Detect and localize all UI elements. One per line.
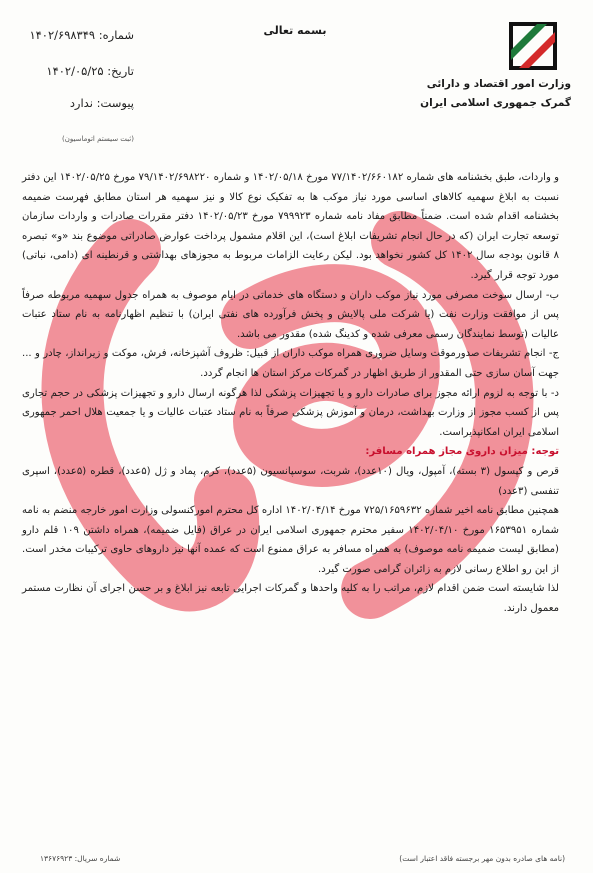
paragraph-3: ج- انجام تشریفات صدورموقت وسایل ضروری همراه موکب داران از قبیل: ظروف آشپزخانه، فرش، موکت و زیرانداز، چادر و ... جهت آسان سازی حتی المقدور از طریق اظهار در گمرکات مرکز استان ها انجام گردد. <box>22 348 559 379</box>
paragraph-6: همچنین مطابق نامه اخیر شماره ۷۲۵/۱۶۵۹۶۳۲ مورخ ۱۴۰۲/۰۴/۱۴ اداره کل محترم امورکنسولی وزارت امور خارجه منضم به نامه شماره ۱۶۵۳۹۵۱ مورخ ۱۴۰۲/۰۴/۱۰ سفیر محترم جمهوری اسلامی ایران در عراق (فایل ضمیمه)، همراه داشتن ۱۰۹ قلم دارو (مطابق لیست ضمیمه نامه موصوف) به همراه مسافر به عراق ممنوع است که عمده آنها نیز داروهای حاوی ترکیبات مخدر است. از این رو اطلاع رسانی لازم به زائران گرامی صورت گیرد. <box>22 505 559 575</box>
letter-attachment <box>54 96 134 110</box>
serial-label: شماره سریال: <box>74 854 121 863</box>
letter-body <box>22 168 559 619</box>
customs-logo-icon <box>507 20 559 72</box>
attachment-label: پیوست: <box>96 96 134 110</box>
paragraph-1: و واردات، طبق بخشنامه های شماره ۷۷/۱۴۰۲/۶۶۰۱۸۲ مورخ ۱۴۰۲/۰۵/۱۸ و شماره ۷۹/۱۴۰۲/۶۹۸۲۲۰ مورخ ۱۴۰۲/۰۵/۲۵ این دفتر نسبت به ابلاغ سهمیه کالاهای اساسی مورد نیاز موکب ها به تفکیک نوع کالا و نیز سهمیه هر استان مطابق فهرست ضمیمه بخشنامه اقدام شده است. ضمناً مطابق مفاد نامه شماره ۷۹۹۹۲۳ مورخ ۱۴۰۲/۰۵/۲۳ دفتر مقررات صادرات و واردات سازمان توسعه تجارت ایران (که در حال انجام تشریفات ابلاغ است)، این اقلام مشمول پرداخت عوارض صادراتی موضوع بند «و» تبصره ۸ قانون بودجه سال ۱۴۰۲ کل کشور نخواهد بود. لیکن رعایت الزامات مربوط به مجوزهای بهداشتی و قرنطینه ای (دامی، نباتی) مورد توجه قرار گیرد. <box>22 172 559 281</box>
paragraph-2: ب- ارسال سوخت مصرفی مورد نیاز موکب داران و دستگاه های خدماتی در ایام موصوف به همراه جدول سهمیه مربوطه صرفاً پس از موافقت وزارت نفت (یا شرکت ملی پالایش و پخش فرآورده های نفتی ایران) با تنظیم اظهارنامه به نام ستاد عتبات عالیات (توسط نمایندگان رسمی معرفی شده و کدینگ شده) مقدور می باشد. <box>22 289 559 340</box>
paragraph-5: قرص و کپسول (۳ بسته)، آمپول، ویال (۱۰عدد)، شربت، سوسپانسیون (۵عدد)، کرم، پماد و ژل (۵عدد)، قطره (۵عدد)، اسپری تنفسی (۳عدد) <box>22 465 559 497</box>
footer-serial <box>40 854 120 863</box>
paragraph-4: د- با توجه به لزوم ارائه مجوز برای صادرات دارو و یا تجهیزات پزشکی لذا هرگونه ارسال دارو و تجهیزات پزشکی در حجم تجاری پس از کسب مجوز از وزارت بهداشت، درمان و آموزش پزشکی صرفاً به نام ستاد عتبات عالیات و یا جمعیت هلال احمر جمهوری اسلامی ایران امکانپذیراست. <box>22 387 559 438</box>
ministry-name: وزارت امور اقتصاد و دارائی <box>426 78 571 90</box>
footer-disclaimer: (نامه های صادره بدون مهر برجسته فاقد اعتبار است) <box>399 854 565 863</box>
serial-value: ۱۳۶۷۶۹۲۳ <box>40 854 73 863</box>
paragraph-7: لذا شایسته است ضمن اقدام لازم، مراتب را به کلیه واحدها و گمرکات اجرایی تابعه نیز ابلاغ و بر حسن اجرای آن نظارت مستمر معمول دارند. <box>22 583 559 615</box>
date-label: تاریخ: <box>107 64 134 78</box>
system-note: (ثبت سیستم اتوماسیون) <box>62 135 134 143</box>
number-value: ۱۴۰۲/۶۹۸۳۴۹ <box>29 28 96 42</box>
letter-number <box>14 28 134 42</box>
number-label: شماره: <box>98 28 134 42</box>
basmala: بسمه تعالی <box>263 24 327 37</box>
note-title: توجه: میزان داروی مجاز همراه مسافر: <box>365 446 559 458</box>
letter-date <box>18 64 134 78</box>
customs-name: گمرک جمهوری اسلامی ایران <box>420 97 571 109</box>
attachment-value: ندارد <box>69 96 93 110</box>
date-value: ۱۴۰۲/۰۵/۲۵ <box>46 64 104 78</box>
